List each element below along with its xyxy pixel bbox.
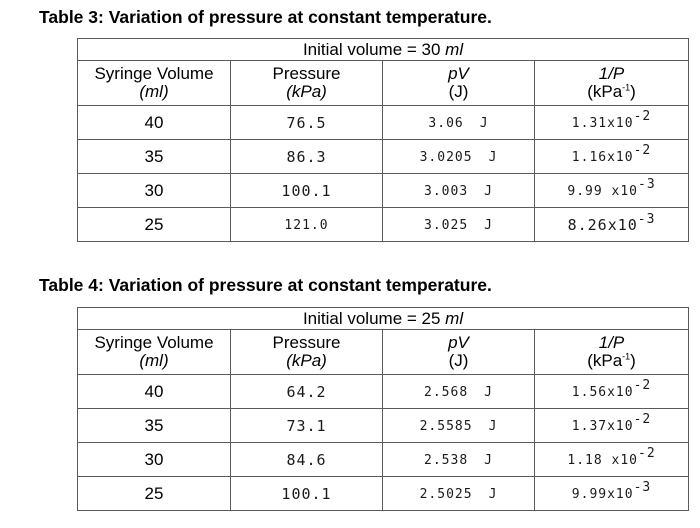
- table-3-caption: Table 3: Variation of pressure at constant temperature.: [39, 7, 492, 27]
- table-row: [78, 443, 689, 477]
- table-row: [78, 375, 689, 409]
- pressure-cell: 100.1: [231, 174, 383, 208]
- header-inverse-pressure: 1/P (kPa$^{-1}$): [535, 61, 689, 106]
- table-row: [78, 477, 689, 511]
- syringe-volume-cell: 35: [78, 140, 231, 174]
- pv-cell: 2.538 J: [383, 443, 535, 477]
- syringe-volume-cell: 30: [78, 443, 231, 477]
- pv-cell: 3.06 J: [383, 106, 535, 140]
- pv-cell: 3.025 J: [383, 208, 535, 242]
- table-3: [77, 38, 689, 242]
- pressure-cell: 84.6: [231, 443, 383, 477]
- table-row: [78, 208, 689, 242]
- inverse-pressure-cell: $1.56x10^{-2}$: [535, 375, 689, 409]
- inverse-pressure-cell: 1.18 $x10^{-2}$: [535, 443, 689, 477]
- pv-cell: 3.0205 J: [383, 140, 535, 174]
- table-row: [78, 174, 689, 208]
- pressure-cell: 86.3: [231, 140, 383, 174]
- inverse-pressure-cell: $1.37x10^{-2}$: [535, 409, 689, 443]
- header-pressure: Pressure (kPa): [231, 330, 383, 375]
- pressure-cell: 64.2: [231, 375, 383, 409]
- pv-cell: 2.5025 J: [383, 477, 535, 511]
- pressure-cell: 76.5: [231, 106, 383, 140]
- header-pv: pV (J): [383, 61, 535, 106]
- table-row: [78, 106, 689, 140]
- table-row: [78, 140, 689, 174]
- header-pressure: Pressure (kPa): [231, 61, 383, 106]
- pressure-cell: 100.1: [231, 477, 383, 511]
- syringe-volume-cell: 25: [78, 477, 231, 511]
- table-row: [78, 409, 689, 443]
- syringe-volume-cell: 30: [78, 174, 231, 208]
- syringe-volume-cell: 25: [78, 208, 231, 242]
- pressure-cell: 121.0: [231, 208, 383, 242]
- header-pv: pV (J): [383, 330, 535, 375]
- inverse-pressure-cell: 9.99 $x10^{-3}$: [535, 174, 689, 208]
- inverse-pressure-cell: $1.31x10^{-2}$: [535, 106, 689, 140]
- inverse-pressure-cell: $1.16x10^{-2}$: [535, 140, 689, 174]
- table-3-initial-volume: Initial volume = 30 ml: [78, 39, 689, 61]
- pressure-cell: 73.1: [231, 409, 383, 443]
- syringe-volume-cell: 40: [78, 375, 231, 409]
- inverse-pressure-cell: $8.26x10^{-3}$: [535, 208, 689, 242]
- pv-cell: 2.5585 J: [383, 409, 535, 443]
- syringe-volume-cell: 35: [78, 409, 231, 443]
- table-4-initial-volume: Initial volume = 25 ml: [78, 308, 689, 330]
- pv-cell: 2.568 J: [383, 375, 535, 409]
- pv-cell: 3.003 J: [383, 174, 535, 208]
- syringe-volume-cell: 40: [78, 106, 231, 140]
- header-syringe-volume: Syringe Volume (ml): [78, 330, 231, 375]
- inverse-pressure-cell: $9.99x10^{-3}$: [535, 477, 689, 511]
- header-syringe-volume: Syringe Volume (ml): [78, 61, 231, 106]
- table-4: [77, 307, 689, 511]
- header-inverse-pressure: 1/P (kPa$^{-1}$): [535, 330, 689, 375]
- table-4-caption: Table 4: Variation of pressure at constant temperature.: [39, 275, 492, 295]
